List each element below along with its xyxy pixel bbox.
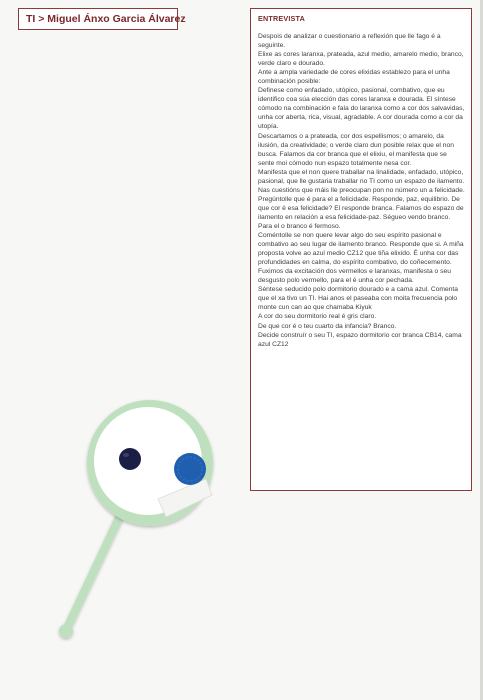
interview-paragraph: Decide construír o seu TI, espazo dormitorio cor branca CB14, cama azul CZ12 <box>258 331 462 348</box>
interview-box <box>250 8 472 491</box>
title-box <box>18 8 186 30</box>
navy-dot-highlight <box>123 453 129 457</box>
interview-paragraph: Despois de analizar o cuestionario a reflexión que lle fago é a seguinte. <box>258 33 441 50</box>
interview-paragraph: Manifesta que el non quere traballar na linalidade, enfadado, utópico, pasional, que lle gustaria traballar no TI como un espazo de ilamento. <box>258 168 465 185</box>
navy-dot <box>119 448 141 470</box>
interview-paragraph: Séntese seducido polo dormitorio dourado e a cama azul. Comenta que el xa tivo un TI. Hai anos el paseaba con moita frecuencia polo monte cun can ao que chamaba Kiyuk <box>258 286 459 312</box>
interview-paragraph: Coméntolle se non quere levar algo do seu espírito pasional e combativo ao seu lugar de ilamento branco. Responde que si. A miña proposta volve ao azul medio CZ12 que tiña elixido. É unha cor das profundidades en calma, do espírito combativo, do coñecemento. Fuximos da excitación dos vermellos e laranxas, manifesta o seu desgusto polo vermello, para el é unha cor pechada. <box>258 232 464 285</box>
interview-paragraph: Descartamos o a prateada, cor dos espellismos; o amarelo, da ilusión, da creatividade; o verde claro dun posible relax que el non busca. Falamos da cor branca que el elixiu, el manifesta que se sente moi cómodo nun espazo totalmente nesa cor. <box>258 132 454 167</box>
interview-paragraph: Nas cuestións que máis lle preocupan pon no número un a felicidade. Pregúntolle que é para el a felicidade. Responde, paz, equilibrio. De que cor é esa felicidade? El responde branca. Falamos do espazo de ilamento en relación a esa felicidade-paz. Ségueo vendo branco. Para el o branco é fermoso. <box>258 186 465 230</box>
interview-paragraph: Definese como enfadado, utópico, pasional, combativo, que eu identifico coa súa elección das cores laranxa e dourada. El síntese cómodo na combinación e fala do laranxa como a cor dos salvavidas, unha cor aberta, rica, visual, agradable. A cor dourada como a cor da utopía. <box>258 87 465 131</box>
interview-paragraph: Elixe as cores laranxa, prateada, azul medio, amarelo medio, branco, verde claro e dourado. <box>258 51 464 68</box>
page-title: TI > Miguel Ánxo Garcia Álvarez <box>26 13 186 25</box>
paddle-model-photo <box>50 395 225 645</box>
interview-body <box>258 32 465 349</box>
interview-heading: ENTREVISTA <box>258 14 305 23</box>
interview-paragraph: Ante a ampla variedade de cores elixidas establezo para el unha combinación posible: <box>258 69 450 86</box>
interview-paragraph: A cor do seu dormitorio real é gris claro. <box>258 313 377 321</box>
paddle-handle <box>59 507 124 638</box>
interview-paragraph: De que cor é o teu cuarto da infancia? Branco. <box>258 322 397 330</box>
